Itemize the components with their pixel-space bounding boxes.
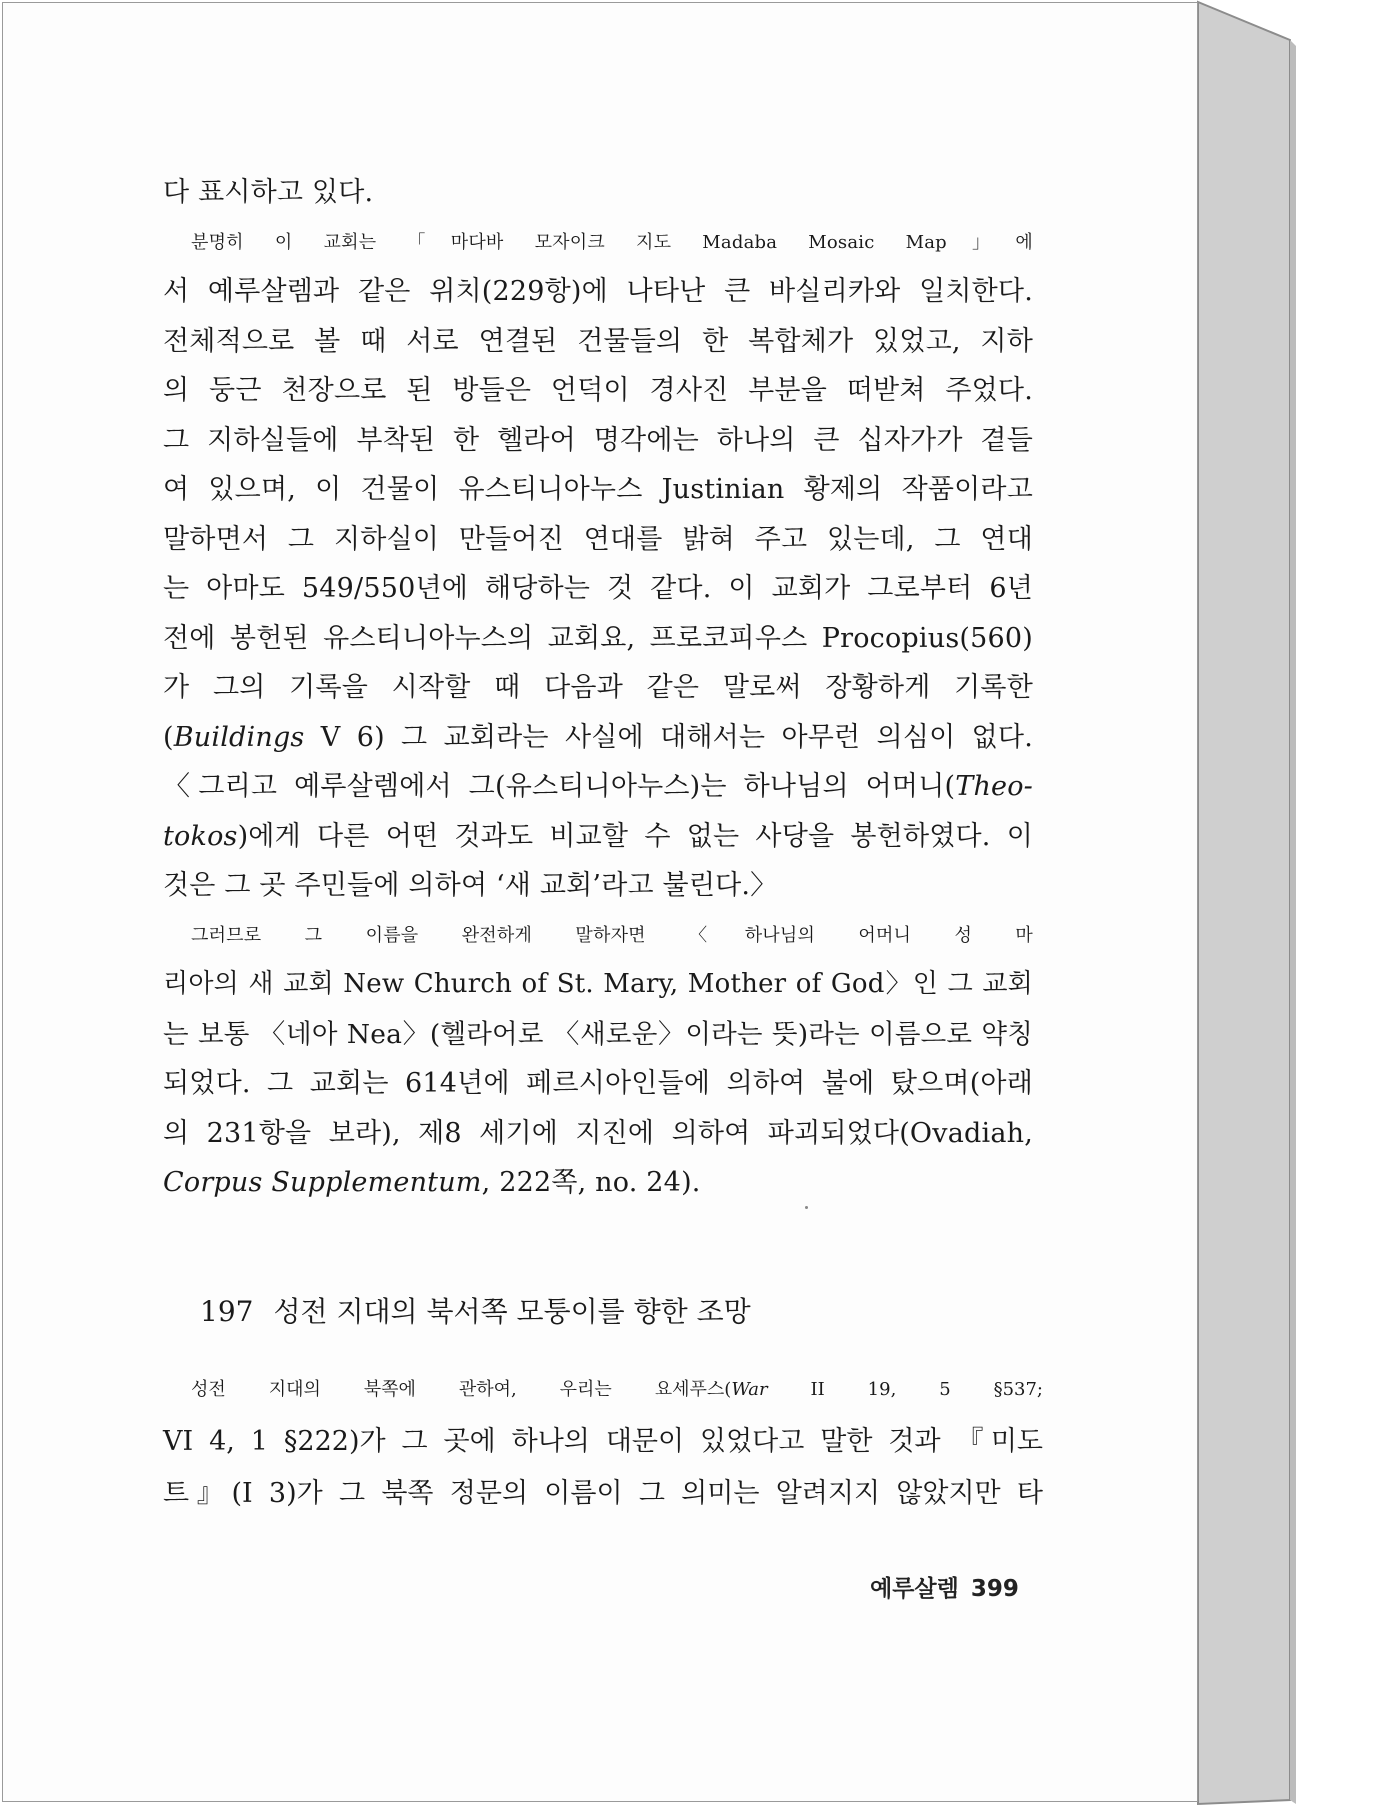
italic-term: Theo-	[955, 771, 1033, 802]
text-line	[163, 713, 1033, 763]
paragraph-1	[163, 168, 1033, 218]
text-span: II 19, 5 §537;	[767, 1379, 1044, 1400]
text-line: 리아의 새 교회 New Church of St. Mary, Mother of God〉인 그 교회	[163, 969, 1033, 999]
text-line: 그 지하실들에 부착된 한 헬라어 명각에는 하나의 큰 십자가가 곁들	[163, 424, 1033, 456]
italic-title: Buildings	[173, 721, 305, 753]
body-text	[163, 168, 1033, 1208]
text-span: 성전 지대의 북쪽에 관하여, 우리는 요세푸스(	[191, 1379, 732, 1400]
text-line: 여 있으며, 이 건물이 유스티니아누스 Justinian 황제의 작품이라고	[163, 474, 1033, 505]
text-line: 분명히 이 교회는 「마다바 모자이크 지도 Madaba Mosaic Map」에	[191, 231, 1033, 253]
text-span: )에게 다른 어떤 것과도 비교할 수 없는 사당을 봉헌하였다. 이	[237, 820, 1033, 852]
text-span: , 222쪽, no. 24).	[481, 1167, 701, 1198]
text-span: 〈그리고 예루살렘에서 그(유스티니아누스)는 하나님의 어머니(	[163, 771, 956, 802]
print-speck	[805, 1206, 808, 1209]
text-line: 의 둥근 천장으로 된 방들은 언덕이 경사진 부분을 떠받쳐 주었다.	[163, 375, 1033, 406]
text-line: 되었다. 그 교회는 614년에 페르시아인들에 의하여 불에 탔으며(아래	[163, 1068, 1033, 1099]
page-footer	[870, 1570, 1019, 1603]
section-number: 197	[200, 1295, 254, 1328]
italic-title: War	[731, 1379, 768, 1400]
italic-term: tokos	[163, 820, 238, 852]
text-line: 트』(I 3)가 그 북쪽 정문의 이름이 그 의미는 알려지지 않았지만 타	[163, 1478, 1043, 1509]
paragraph-3	[163, 911, 1033, 1208]
text-line: 는 아마도 549/550년에 해당하는 것 같다. 이 교회가 그로부터 6년	[163, 573, 1033, 604]
text-line	[163, 1364, 1043, 1416]
text-line	[163, 762, 1033, 812]
section-heading	[200, 1290, 751, 1330]
text-line: 서 예루살렘과 같은 위치(229항)에 나타난 큰 바실리카와 일치한다.	[163, 276, 1033, 307]
text-span: V 6) 그 교회라는 사실에 대해서는 아무런 의심이 없다.	[304, 721, 1033, 753]
text-line: 말하면서 그 지하실이 만들어진 연대를 밝혀 주고 있는데, 그 연대	[163, 523, 1033, 555]
spine-shadow	[1290, 40, 1296, 1804]
text-line: 것은 그 곳 주민들에 의하여 ‘새 교회’라고 불린다.〉	[163, 870, 778, 901]
text-line: 다 표시하고 있다.	[163, 177, 374, 208]
text-line: 그러므로 그 이름을 완전하게 말하자면 〈하나님의 어머니 성 마	[191, 924, 1033, 946]
text-line: 는 보통 〈네아 Nea〉(헬라어로 〈새로운〉이라는 뜻)라는 이름으로 약칭	[163, 1018, 1033, 1050]
text-line: VI 4, 1 §222)가 그 곳에 하나의 대문이 있었다고 말한 것과 『미도	[163, 1426, 1043, 1457]
text-line: 의 231항을 보라), 제8 세기에 지진에 의하여 파괴되었다(Ovadiah,	[163, 1117, 1033, 1149]
text-line	[163, 1158, 1033, 1208]
text-line: 가 그의 기록을 시작할 때 다음과 같은 말로써 장황하게 기록한	[163, 672, 1033, 703]
running-title: 예루살렘	[870, 1576, 959, 1602]
italic-title: Corpus Supplementum	[163, 1167, 482, 1198]
text-line: 전체적으로 볼 때 서로 연결된 건물들의 한 복합체가 있었고, 지하	[163, 325, 1033, 357]
text-line	[163, 812, 1033, 862]
page-number: 399	[970, 1576, 1019, 1602]
section-title: 성전 지대의 북서쪽 모퉁이를 향한 조망	[273, 1295, 751, 1328]
paragraph-2	[163, 218, 1033, 911]
spine-face	[1198, 2, 1290, 1804]
text-line: 전에 봉헌된 유스티니아누스의 교회요, 프로코피우스 Procopius(560)	[163, 622, 1033, 654]
text-span: (	[163, 721, 174, 753]
section-body	[163, 1364, 1043, 1520]
